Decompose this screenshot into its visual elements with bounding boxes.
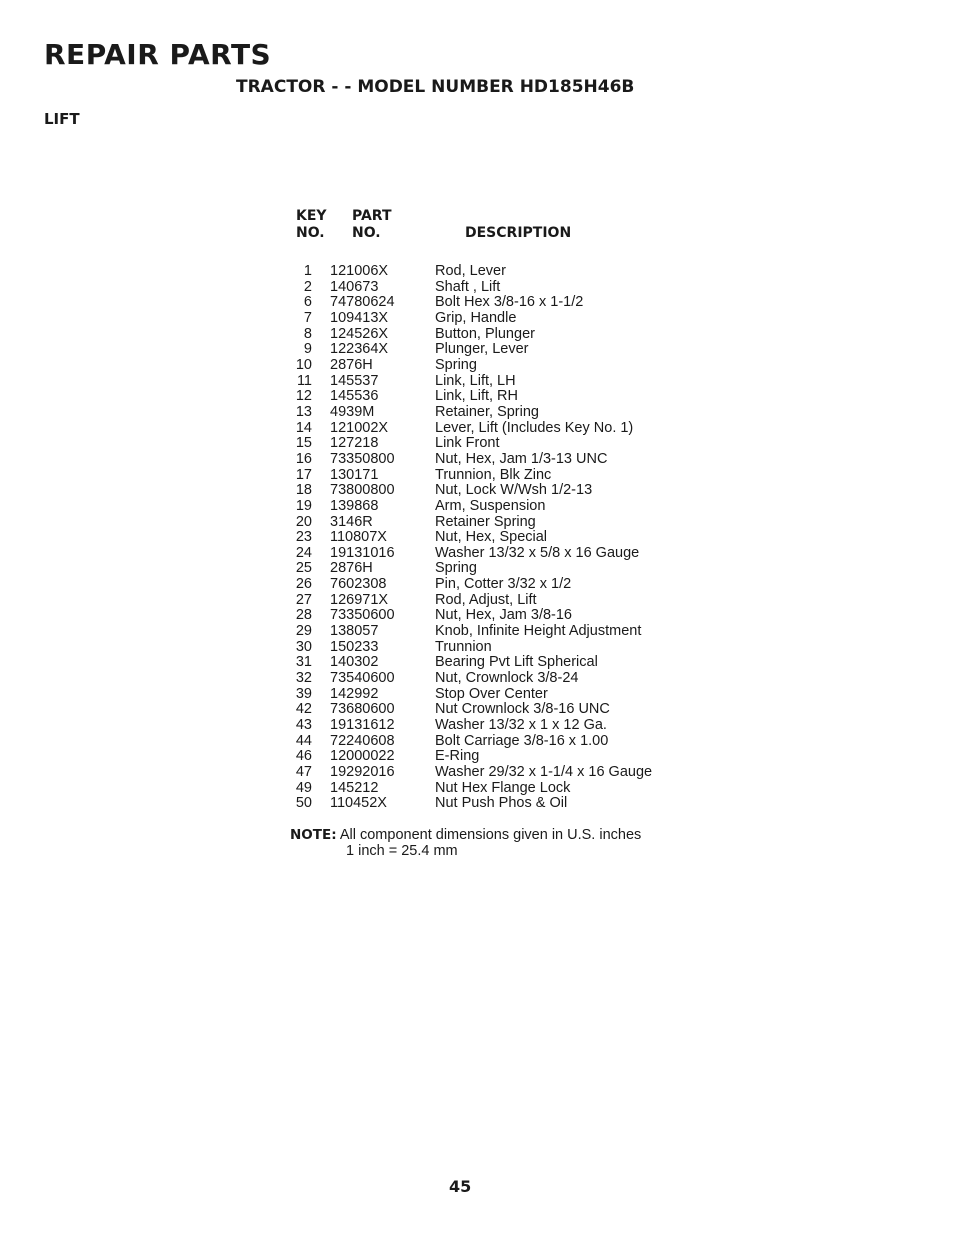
- part-number: 145537: [330, 372, 379, 389]
- part-description: Nut, Hex, Special: [435, 529, 548, 546]
- part-number: 121006X: [330, 263, 389, 279]
- part-number: 126971X: [330, 591, 389, 608]
- part-number: 110807X: [330, 529, 387, 546]
- note: [290, 827, 641, 843]
- part-description: Retainer, Spring: [435, 403, 539, 420]
- key-number: 20: [295, 513, 312, 530]
- part-number: 12000022: [330, 748, 395, 765]
- table-row: [280, 608, 720, 624]
- part-number: 2876H: [330, 356, 373, 373]
- part-number: 110452X: [330, 795, 387, 812]
- part-number: 73350800: [330, 450, 395, 467]
- table-row: [280, 593, 720, 609]
- key-number: 19: [295, 497, 312, 514]
- key-number: 24: [295, 544, 312, 561]
- part-number: 122364X: [330, 341, 389, 358]
- part-description: Stop Over Center: [435, 685, 548, 702]
- key-number: 12: [295, 388, 312, 405]
- table-row: [280, 295, 720, 311]
- part-description: Trunnion: [435, 638, 492, 655]
- part-description: Link Front: [435, 435, 500, 452]
- part-description: Pin, Cotter 3/32 x 1/2: [435, 576, 572, 593]
- key-number: 49: [295, 779, 312, 796]
- part-description: Nut Push Phos & Oil: [435, 795, 568, 812]
- part-number: 73680600: [330, 701, 395, 718]
- table-row: [280, 515, 720, 531]
- part-number: 145212: [330, 779, 379, 796]
- note-text: All component dimensions given in U.S. inches: [339, 827, 642, 843]
- part-number: 127218: [330, 435, 379, 452]
- table-row: [280, 749, 720, 765]
- part-header-line1: PART: [352, 208, 392, 224]
- table-row: [280, 311, 720, 327]
- table-row: [280, 280, 720, 296]
- key-number: 14: [295, 419, 312, 436]
- part-description: Link, Lift, RH: [435, 388, 518, 405]
- table-row: [280, 342, 720, 358]
- part-number: 19131612: [330, 717, 395, 734]
- part-description: Plunger, Lever: [435, 341, 529, 358]
- part-number: 73800800: [330, 482, 395, 499]
- key-number: 39: [295, 685, 312, 702]
- part-description: Nut, Lock W/Wsh 1/2-13: [435, 482, 593, 499]
- table-row: [280, 624, 720, 640]
- table-row: [280, 796, 720, 812]
- part-number: 150233: [330, 638, 379, 655]
- part-number: 130171: [330, 466, 379, 483]
- part-description: Shaft , Lift: [435, 278, 501, 295]
- part-description: Lever, Lift (Includes Key No. 1): [435, 419, 634, 436]
- part-number: 139868: [330, 497, 379, 514]
- key-number: 43: [295, 717, 312, 734]
- part-description: Rod, Lever: [435, 263, 506, 279]
- key-number: 29: [295, 623, 312, 640]
- table-row: [280, 499, 720, 515]
- key-number: 32: [295, 670, 312, 687]
- part-number: 145536: [330, 388, 379, 405]
- table-row: [280, 734, 720, 750]
- part-number: 121002X: [330, 419, 389, 436]
- part-number: 2876H: [330, 560, 373, 577]
- page-number: 45: [449, 1177, 472, 1196]
- table-row: [280, 702, 720, 718]
- table-row: [280, 671, 720, 687]
- part-number: 142992: [330, 685, 379, 702]
- key-header-line2: NO.: [296, 225, 325, 241]
- part-description: Rod, Adjust, Lift: [435, 591, 537, 608]
- part-number: 4939M: [330, 403, 375, 420]
- part-description: Arm, Suspension: [435, 497, 546, 514]
- part-number: 19131016: [330, 544, 395, 561]
- part-description: Nut Crownlock 3/8-16 UNC: [435, 701, 610, 718]
- part-description: E-Ring: [435, 748, 480, 765]
- table-row: [280, 655, 720, 671]
- table-row: [280, 452, 720, 468]
- parts-list: [280, 264, 720, 812]
- part-description: Washer 13/32 x 5/8 x 16 Gauge: [435, 544, 640, 561]
- table-row: [280, 546, 720, 562]
- part-description: Nut, Crownlock 3/8-24: [435, 670, 579, 687]
- table-row: [280, 327, 720, 343]
- part-description: Spring: [435, 560, 477, 577]
- page-title: REPAIR PARTS: [44, 38, 272, 71]
- key-header-line1: KEY: [296, 208, 327, 224]
- part-description: Spring: [435, 356, 477, 373]
- table-row: [280, 687, 720, 703]
- key-number: 28: [295, 607, 312, 624]
- key-number: 15: [295, 435, 312, 452]
- part-description: Retainer Spring: [435, 513, 536, 530]
- key-number: 26: [295, 576, 312, 593]
- key-number: 17: [295, 466, 312, 483]
- table-row: [280, 468, 720, 484]
- key-number: 42: [295, 701, 312, 718]
- table-row: [280, 436, 720, 452]
- key-number: 6: [303, 294, 312, 311]
- part-description: Nut, Hex, Jam 3/8-16: [435, 607, 572, 624]
- table-row: [280, 781, 720, 797]
- key-number: 47: [295, 764, 312, 780]
- key-number: 13: [295, 403, 312, 420]
- part-description: Nut, Hex, Jam 1/3-13 UNC: [435, 450, 608, 467]
- part-number: 72240608: [330, 732, 395, 749]
- key-number: 10: [295, 356, 312, 373]
- part-description: Bolt Hex 3/8-16 x 1-1/2: [435, 294, 584, 311]
- key-number: 30: [295, 638, 312, 655]
- part-description: Link, Lift, LH: [435, 372, 516, 389]
- part-number: 109413X: [330, 309, 389, 326]
- description-header: DESCRIPTION: [465, 225, 572, 241]
- key-number: 16: [295, 450, 312, 467]
- part-description: Bearing Pvt Lift Spherical: [435, 654, 598, 671]
- table-row: [280, 561, 720, 577]
- key-number: 44: [295, 732, 312, 749]
- part-description: Washer 13/32 x 1 x 12 Ga.: [435, 717, 607, 734]
- part-number: 3146R: [330, 513, 373, 530]
- part-number: 7602308: [330, 576, 387, 593]
- table-row: [280, 264, 720, 280]
- table-row: [280, 483, 720, 499]
- key-number: 50: [295, 795, 312, 812]
- key-number: 1: [303, 263, 312, 279]
- note-label: NOTE:: [290, 827, 337, 843]
- key-number: 27: [295, 591, 312, 608]
- table-row: [280, 765, 720, 781]
- key-number: 9: [303, 341, 312, 358]
- part-number: 73540600: [330, 670, 395, 687]
- model-subtitle: TRACTOR - - MODEL NUMBER HD185H46B: [236, 77, 635, 97]
- part-description: Grip, Handle: [435, 309, 517, 326]
- section-title: LIFT: [44, 110, 80, 128]
- table-row: [280, 421, 720, 437]
- part-number: 140673: [330, 278, 379, 295]
- table-row: [280, 374, 720, 390]
- part-number: 124526X: [330, 325, 389, 342]
- part-description: Washer 29/32 x 1-1/4 x 16 Gauge: [435, 764, 653, 780]
- note-conversion: 1 inch = 25.4 mm: [346, 843, 458, 859]
- table-row: [280, 577, 720, 593]
- part-description: Nut Hex Flange Lock: [435, 779, 571, 796]
- part-description: Trunnion, Blk Zinc: [435, 466, 552, 483]
- key-number: 46: [295, 748, 312, 765]
- key-number: 7: [303, 309, 312, 326]
- key-number: 25: [295, 560, 312, 577]
- key-number: 8: [303, 325, 312, 342]
- key-number: 31: [295, 654, 312, 671]
- part-description: Bolt Carriage 3/8-16 x 1.00: [435, 732, 609, 749]
- part-description: Button, Plunger: [435, 325, 535, 342]
- part-number: 138057: [330, 623, 379, 640]
- part-number: 19292016: [330, 764, 395, 780]
- key-number: 23: [295, 529, 312, 546]
- table-row: [280, 718, 720, 734]
- part-number: 74780624: [330, 294, 395, 311]
- part-description: Knob, Infinite Height Adjustment: [435, 623, 642, 640]
- table-row: [280, 640, 720, 656]
- key-number: 18: [295, 482, 312, 499]
- table-row: [280, 358, 720, 374]
- part-number: 140302: [330, 654, 379, 671]
- key-number: 11: [296, 372, 312, 389]
- table-row: [280, 530, 720, 546]
- key-number: 2: [303, 278, 312, 295]
- part-number: 73350600: [330, 607, 395, 624]
- table-row: [280, 405, 720, 421]
- part-header-line2: NO.: [352, 225, 381, 241]
- table-row: [280, 389, 720, 405]
